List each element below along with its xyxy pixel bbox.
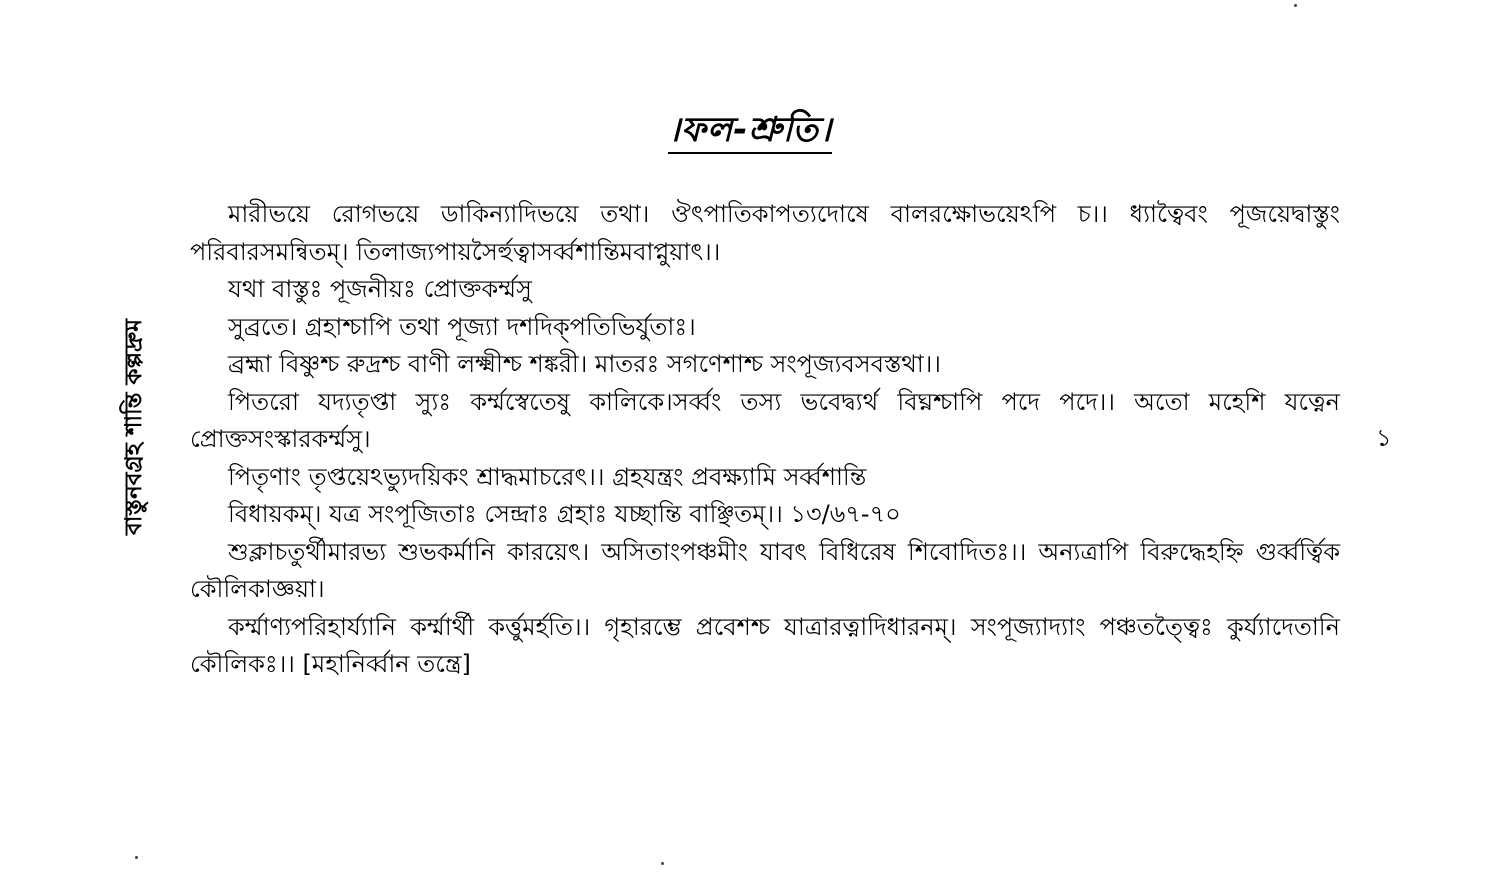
side-margin-note: বাস্তুনবগ্রহ শান্তি কল্পদ্রুম bbox=[121, 318, 147, 536]
paragraph-3: সুব্রতে। গ্রহাশ্চাপি তথা পূজ্যা দশদিক্‌পতিভির্যুতাঃ। bbox=[228, 312, 696, 341]
scan-speck bbox=[1294, 4, 1297, 7]
page-number: ১ bbox=[1376, 424, 1392, 452]
page-title bbox=[600, 104, 900, 161]
scan-speck bbox=[661, 862, 664, 865]
paragraph-7: বিধায়কম্। যত্র সংপূজিতাঃ সেন্দ্রাঃ গ্রহাঃ যচ্ছান্তি বাঞ্ছিতম্।। ১৩/৬৭-৭০ bbox=[228, 500, 901, 528]
paragraph-1: মারীভয়ে রোগভয়ে ডাকিন্যাদিভয়ে তথা। ঔৎপাতিকাপত্যদোষে বালরক্ষোভয়েঽপি চ।। ধ্যাত্বৈবং পূজয়েদ্বাস্তুং পরিবারসমন্বিতম্। তিলাজ্যপায়সৈর্হুত্বাসর্ব্বশান্তিমবাপ্নুয়াৎ।। bbox=[190, 200, 1340, 266]
paragraph-6: পিতৃণাং তৃপ্তয়েঽভ্যুদয়িকং শ্রাদ্ধমাচরেৎ।। গ্রহযন্ত্রং প্রবক্ষ্যামি সর্ব্বশান্তি bbox=[228, 462, 867, 491]
paragraph-5: পিতরো যদ্যতৃপ্তা স্যুঃ কর্ম্মস্বেতেষু কালিকে।সর্ব্বং তস্য ভবেদ্ব্যর্থ বিঘ্নশ্চাপি পদে পদে।। অতো মহেশি যত্নেন প্রোক্তসংস্কারকর্ম্মসু। bbox=[190, 387, 1340, 453]
page-title-text: ।ফল-শ্রুতি। bbox=[668, 110, 832, 154]
paragraph-8: শুক্লাচতুর্থীমারভ্য শুভকর্মানি কারয়েৎ। অসিতাংপঞ্চমীং যাবৎ বিধিরেষ শিবোদিতঃ।। অন্যত্রাপি বিরুদ্ধেহহ্নি গুর্ব্বর্ত্বিক কৌলিকাজ্ঞয়া। bbox=[190, 537, 1340, 603]
paragraph-2: যথা বাস্তুঃ পূজনীয়ঃ প্রোক্তকর্ম্মসু bbox=[228, 275, 532, 303]
scan-speck bbox=[135, 856, 138, 859]
paragraph-9: কর্ম্মাণ্যপরিহার্য্যানি কর্ম্মার্থী কর্ত্তুমর্হতি।। গৃহারম্ভে প্রবেশশ্চ যাত্রারত্নাদিধারনম্। সংপূজ্যাদ্যাং পঞ্চতত্ত্বৈঃ কুর্য্যাদেতানি কৌলিকঃ।। [মহানির্ব্বান তন্ত্রে] bbox=[190, 612, 1340, 678]
body-text bbox=[190, 196, 1340, 684]
paragraph-4: ব্রহ্মা বিষ্ণুশ্চ রুদ্রশ্চ বাণী লক্ষ্মীশ্চ শঙ্করী। মাতরঃ সগণেশাশ্চ সংপূজ্যবসবস্তথা।। bbox=[228, 350, 941, 378]
